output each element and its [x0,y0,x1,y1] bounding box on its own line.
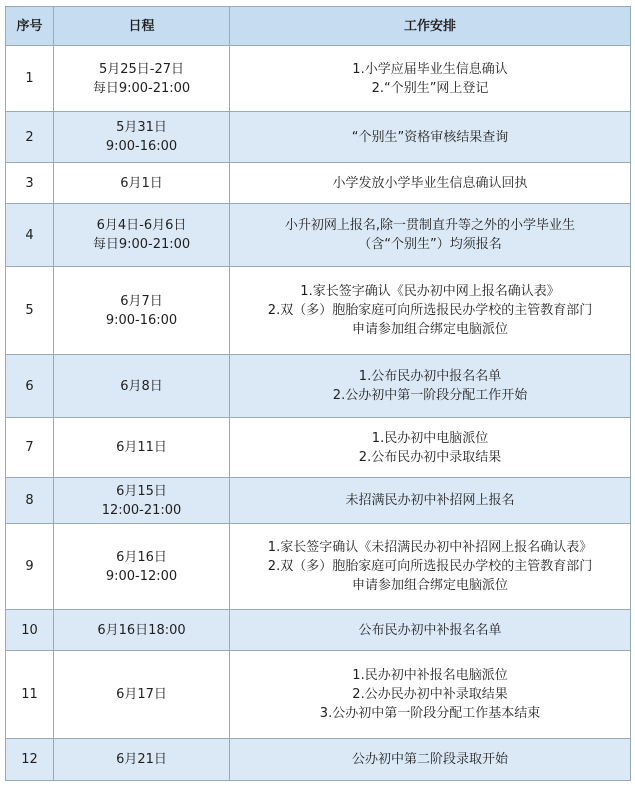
table-row [6,112,631,163]
header-row [6,7,631,46]
table-row [6,267,631,355]
row-number: 11 [6,651,54,739]
table-row [6,418,631,478]
date-line: 6月7日 [120,293,163,309]
row-number: 5 [6,267,54,355]
task-line: 小学发放小学毕业生信息确认回执 [332,175,528,191]
date-line: 5月25日-27日 [98,61,185,77]
task-line: 1.家长签字确认《民办初中网上报名确认表》 [300,284,560,299]
task-line: 公办初中第二阶段录取开始 [351,752,508,767]
date-line: 6月11日 [116,440,167,455]
task-line: 1.家长签字确认《未招满民办初中补招网上报名确认表》 [267,540,593,555]
row-task-cell [230,163,631,204]
date-line: 12:00-21:00 [101,502,182,518]
date-line: 6月15日 [116,483,167,499]
header-date: 日程 [54,7,230,46]
task-line: 2.“个别生”网上登记 [371,80,489,96]
row-task-cell [230,739,631,781]
row-number: 9 [6,524,54,610]
date-line: 每日9:00-21:00 [92,237,191,252]
row-task-cell [230,524,631,610]
task-line: 小升初网上报名,除一贯制直升等之外的小学毕业生 [284,218,576,233]
row-date-cell [54,478,230,524]
date-line: 6月16日 [116,549,167,565]
row-date-cell [54,267,230,355]
row-date-cell [54,418,230,478]
task-line: 2.公办民办初中补录取结果 [352,687,508,702]
date-line: 每日9:00-21:00 [92,80,191,96]
row-date-cell [54,163,230,204]
table-row [6,163,631,204]
task-line: 公布民办初中补报名名单 [358,622,502,638]
row-date-cell [54,524,230,610]
row-date-cell [54,739,230,781]
date-line: 6月4日-6月6日 [96,218,187,233]
date-line: 9:00-16:00 [105,139,178,154]
row-task-cell [230,112,631,163]
date-line: 9:00-12:00 [105,568,178,584]
task-line: “个别生”资格审核结果查询 [351,129,509,145]
row-date-cell [54,355,230,418]
row-date-cell [54,610,230,651]
row-date-cell [54,112,230,163]
table-row [6,651,631,739]
date-line: 6月16日18:00 [97,622,186,638]
row-date-cell [54,46,230,112]
row-number: 8 [6,478,54,524]
date-line: 6月1日 [120,175,163,191]
row-number: 12 [6,739,54,781]
date-line: 6月8日 [120,378,163,394]
row-number: 3 [6,163,54,204]
task-line: （含“个别生”）均须报名 [358,237,502,252]
table-row [6,355,631,418]
task-line: 3.公办初中第一阶段分配工作基本结束 [319,706,541,721]
task-line: 2.公布民办初中录取结果 [358,449,502,465]
row-number: 2 [6,112,54,163]
row-task-cell [230,478,631,524]
row-number: 1 [6,46,54,112]
date-line: 6月17日 [116,687,167,702]
task-line: 申请参加组合绑定电脑派位 [351,578,508,593]
task-line: 1.民办初中补报名电脑派位 [352,668,508,683]
schedule-table [5,6,631,781]
table-row [6,204,631,267]
task-line: 1.小学应届毕业生信息确认 [352,61,508,77]
header-number: 序号 [6,7,54,46]
task-line: 申请参加组合绑定电脑派位 [351,322,508,337]
date-line: 9:00-16:00 [105,312,178,328]
task-line: 2.双（多）胞胎家庭可向所选报民办学校的主管教育部门 [267,559,593,574]
row-date-cell [54,651,230,739]
row-task-cell [230,267,631,355]
row-number: 10 [6,610,54,651]
task-line: 未招满民办初中补招网上报名 [345,493,515,508]
row-number: 4 [6,204,54,267]
row-task-cell [230,355,631,418]
task-line: 1.民办初中电脑派位 [371,430,489,446]
row-task-cell [230,418,631,478]
task-line: 2.双（多）胞胎家庭可向所选报民办学校的主管教育部门 [267,303,593,318]
task-line: 2.公办初中第一阶段分配工作开始 [332,388,528,403]
schedule-table-wrapper [5,6,631,781]
table-row [6,524,631,610]
row-number: 7 [6,418,54,478]
row-number: 6 [6,355,54,418]
row-date-cell [54,204,230,267]
row-task-cell [230,651,631,739]
row-task-cell [230,204,631,267]
table-row [6,739,631,781]
table-body [6,46,631,781]
row-task-cell [230,46,631,112]
task-line: 1.公布民办初中报名名单 [358,369,502,384]
date-line: 6月21日 [116,752,167,767]
header-work-plan: 工作安排 [230,7,631,46]
table-row [6,478,631,524]
row-task-cell [230,610,631,651]
date-line: 5月31日 [116,120,167,135]
table-row [6,610,631,651]
table-row [6,46,631,112]
